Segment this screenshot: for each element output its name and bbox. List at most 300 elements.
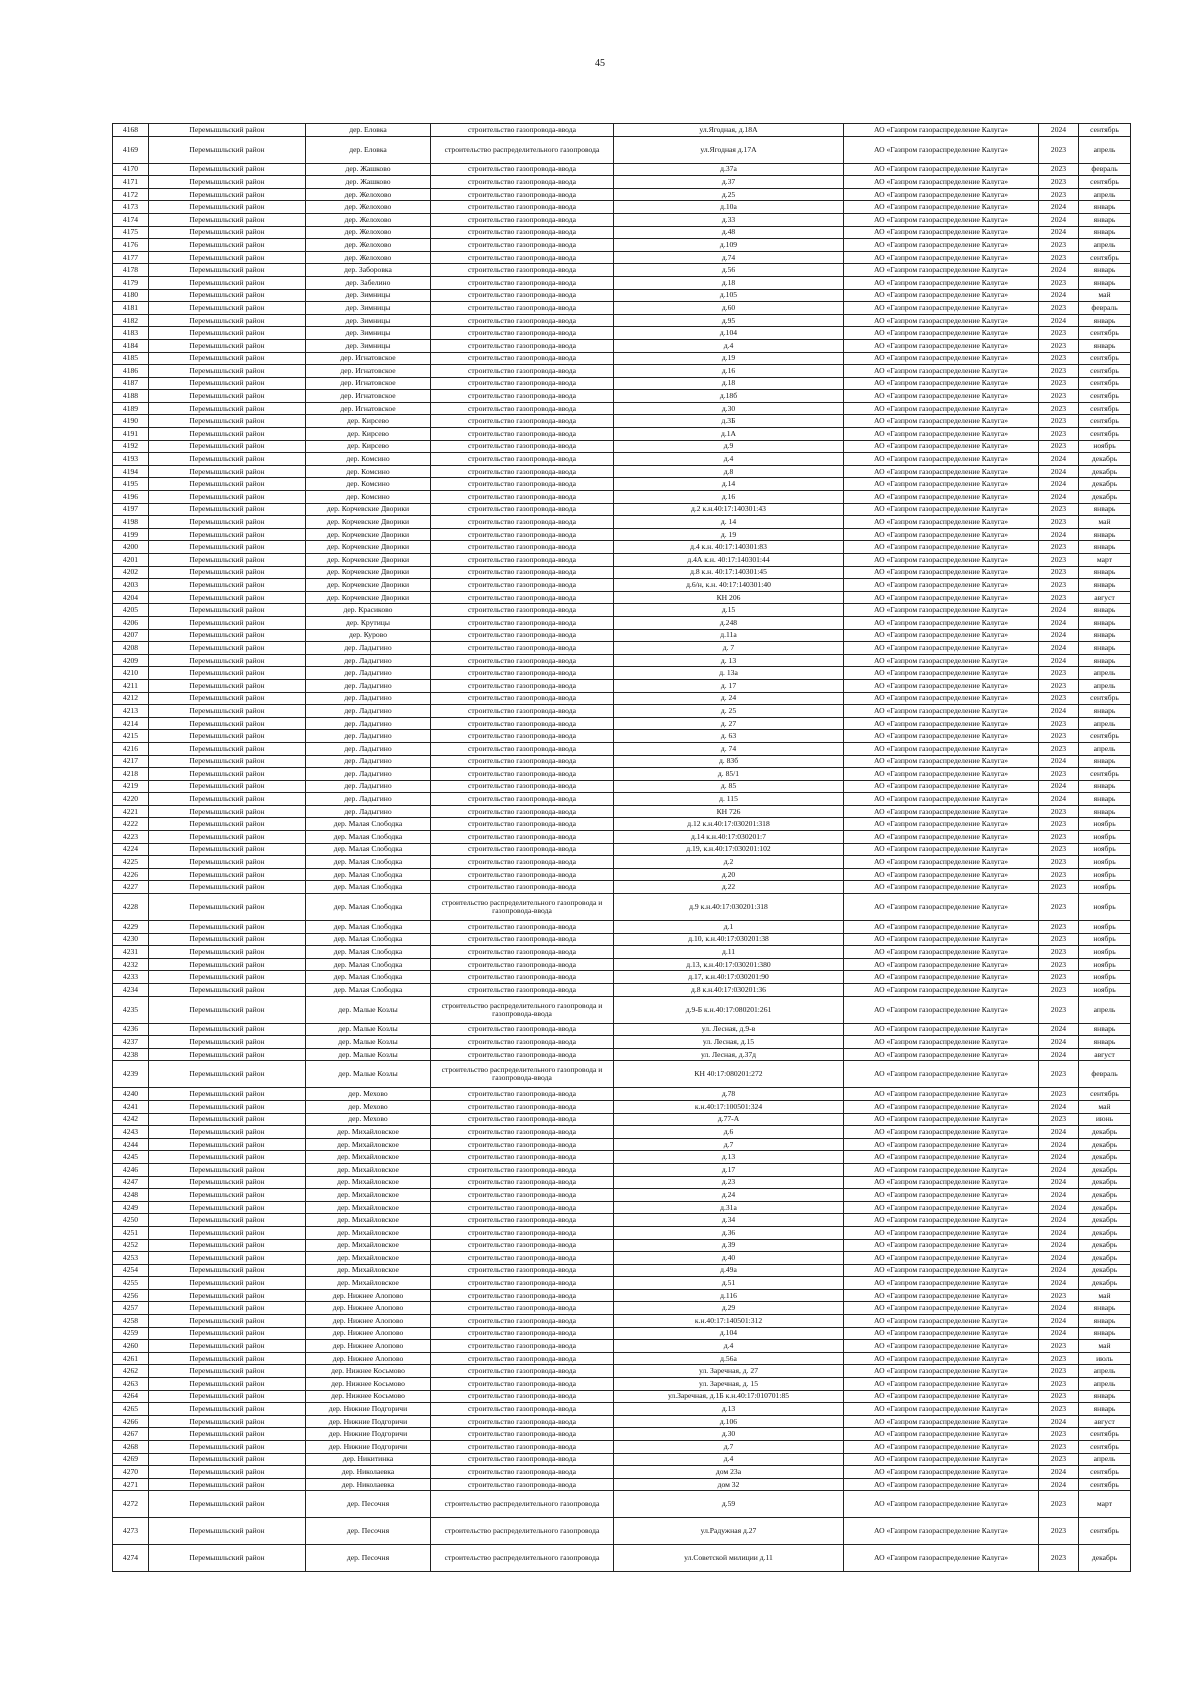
organization-cell: АО «Газпром газораспределение Калуга» bbox=[844, 755, 1039, 768]
village-cell: дер. Михайловское bbox=[306, 1264, 431, 1277]
village-cell: дер. Желохово bbox=[306, 226, 431, 239]
address-cell: д. 24 bbox=[614, 692, 844, 705]
table-row bbox=[113, 491, 1131, 504]
year-cell: 2023 bbox=[1039, 440, 1079, 453]
district-cell: Перемышльский район bbox=[149, 780, 306, 793]
year-cell: 2024 bbox=[1039, 1327, 1079, 1340]
work-type-cell: строительство газопровода-ввода bbox=[431, 1365, 614, 1378]
work-type-cell: строительство газопровода-ввода bbox=[431, 516, 614, 529]
address-cell: дом 32 bbox=[614, 1478, 844, 1491]
month-cell: ноябрь bbox=[1079, 818, 1131, 831]
district-cell: Перемышльский район bbox=[149, 604, 306, 617]
village-cell: дер. Николаевка bbox=[306, 1466, 431, 1479]
year-cell: 2023 bbox=[1039, 1403, 1079, 1416]
district-cell: Перемышльский район bbox=[149, 124, 306, 137]
district-cell: Перемышльский район bbox=[149, 402, 306, 415]
row-number: 4271 bbox=[113, 1478, 149, 1491]
table-row bbox=[113, 1390, 1131, 1403]
organization-cell: АО «Газпром газораспределение Калуга» bbox=[844, 327, 1039, 340]
organization-cell: АО «Газпром газораспределение Калуга» bbox=[844, 730, 1039, 743]
village-cell: дер. Ладыгино bbox=[306, 742, 431, 755]
row-number: 4257 bbox=[113, 1302, 149, 1315]
row-number: 4230 bbox=[113, 933, 149, 946]
organization-cell: АО «Газпром газораспределение Калуга» bbox=[844, 528, 1039, 541]
village-cell: дер. Ладыгино bbox=[306, 654, 431, 667]
organization-cell: АО «Газпром газораспределение Калуга» bbox=[844, 176, 1039, 189]
month-cell: январь bbox=[1079, 755, 1131, 768]
organization-cell: АО «Газпром газораспределение Калуга» bbox=[844, 579, 1039, 592]
row-number: 4262 bbox=[113, 1365, 149, 1378]
year-cell: 2023 bbox=[1039, 881, 1079, 894]
address-cell: д.4А к.н. 40:17:140301:44 bbox=[614, 554, 844, 567]
village-cell: дер. Зимницы bbox=[306, 314, 431, 327]
work-type-cell: строительство газопровода-ввода bbox=[431, 528, 614, 541]
work-type-cell: строительство газопровода-ввода bbox=[431, 314, 614, 327]
address-cell: д.30 bbox=[614, 1428, 844, 1441]
address-cell: д.48 bbox=[614, 226, 844, 239]
organization-cell: АО «Газпром газораспределение Калуга» bbox=[844, 302, 1039, 315]
row-number: 4223 bbox=[113, 831, 149, 844]
address-cell: д.1А bbox=[614, 428, 844, 441]
year-cell: 2023 bbox=[1039, 894, 1079, 921]
year-cell: 2023 bbox=[1039, 1545, 1079, 1572]
year-cell: 2023 bbox=[1039, 163, 1079, 176]
year-cell: 2023 bbox=[1039, 805, 1079, 818]
year-cell: 2023 bbox=[1039, 1289, 1079, 1302]
row-number: 4187 bbox=[113, 377, 149, 390]
work-type-cell: строительство газопровода-ввода bbox=[431, 946, 614, 959]
month-cell: ноябрь bbox=[1079, 843, 1131, 856]
address-cell: дом 23а bbox=[614, 1466, 844, 1479]
year-cell: 2023 bbox=[1039, 1113, 1079, 1126]
address-cell: д.13 bbox=[614, 1151, 844, 1164]
village-cell: дер. Малая Слободка bbox=[306, 881, 431, 894]
table-row bbox=[113, 314, 1131, 327]
village-cell: дер. Корчевские Дворики bbox=[306, 566, 431, 579]
work-type-cell: строительство газопровода-ввода bbox=[431, 428, 614, 441]
village-cell: дер. Мехово bbox=[306, 1088, 431, 1101]
table-row bbox=[113, 1340, 1131, 1353]
month-cell: сентябрь bbox=[1079, 402, 1131, 415]
village-cell: дер. Мехово bbox=[306, 1100, 431, 1113]
district-cell: Перемышльский район bbox=[149, 440, 306, 453]
village-cell: дер. Зимницы bbox=[306, 339, 431, 352]
table-body bbox=[113, 124, 1131, 1572]
village-cell: дер. Нижнее Алопово bbox=[306, 1315, 431, 1328]
village-cell: дер. Желохово bbox=[306, 251, 431, 264]
row-number: 4176 bbox=[113, 239, 149, 252]
work-type-cell: строительство газопровода-ввода bbox=[431, 579, 614, 592]
year-cell: 2023 bbox=[1039, 1378, 1079, 1391]
organization-cell: АО «Газпром газораспределение Калуга» bbox=[844, 251, 1039, 264]
month-cell: февраль bbox=[1079, 163, 1131, 176]
village-cell: дер. Кирсево bbox=[306, 415, 431, 428]
table-row bbox=[113, 1518, 1131, 1545]
row-number: 4183 bbox=[113, 327, 149, 340]
district-cell: Перемышльский район bbox=[149, 428, 306, 441]
row-number: 4259 bbox=[113, 1327, 149, 1340]
month-cell: апрель bbox=[1079, 188, 1131, 201]
table-row bbox=[113, 302, 1131, 315]
work-type-cell: строительство газопровода-ввода bbox=[431, 1151, 614, 1164]
month-cell: ноябрь bbox=[1079, 933, 1131, 946]
row-number: 4246 bbox=[113, 1163, 149, 1176]
district-cell: Перемышльский район bbox=[149, 958, 306, 971]
month-cell: январь bbox=[1079, 642, 1131, 655]
village-cell: дер. Михайловское bbox=[306, 1239, 431, 1252]
work-type-cell: строительство газопровода-ввода bbox=[431, 1264, 614, 1277]
address-cell: д.14 к.н.40:17:030201:7 bbox=[614, 831, 844, 844]
month-cell: декабрь bbox=[1079, 491, 1131, 504]
table-row bbox=[113, 566, 1131, 579]
month-cell: январь bbox=[1079, 1390, 1131, 1403]
district-cell: Перемышльский район bbox=[149, 1289, 306, 1302]
village-cell: дер. Комсино bbox=[306, 453, 431, 466]
year-cell: 2023 bbox=[1039, 1088, 1079, 1101]
address-cell: д.37а bbox=[614, 163, 844, 176]
district-cell: Перемышльский район bbox=[149, 856, 306, 869]
work-type-cell: строительство газопровода-ввода bbox=[431, 365, 614, 378]
year-cell: 2024 bbox=[1039, 1315, 1079, 1328]
address-cell: д.17 bbox=[614, 1163, 844, 1176]
organization-cell: АО «Газпром газораспределение Калуга» bbox=[844, 1441, 1039, 1454]
district-cell: Перемышльский район bbox=[149, 264, 306, 277]
month-cell: сентябрь bbox=[1079, 1428, 1131, 1441]
work-type-cell: строительство газопровода-ввода bbox=[431, 478, 614, 491]
row-number: 4264 bbox=[113, 1390, 149, 1403]
table-row bbox=[113, 377, 1131, 390]
month-cell: май bbox=[1079, 1100, 1131, 1113]
table-row bbox=[113, 679, 1131, 692]
district-cell: Перемышльский район bbox=[149, 1264, 306, 1277]
month-cell: апрель bbox=[1079, 996, 1131, 1023]
organization-cell: АО «Газпром газораспределение Калуга» bbox=[844, 768, 1039, 781]
district-cell: Перемышльский район bbox=[149, 465, 306, 478]
year-cell: 2024 bbox=[1039, 629, 1079, 642]
district-cell: Перемышльский район bbox=[149, 1378, 306, 1391]
organization-cell: АО «Газпром газораспределение Калуга» bbox=[844, 1365, 1039, 1378]
row-number: 4184 bbox=[113, 339, 149, 352]
address-cell: д.16 bbox=[614, 491, 844, 504]
address-cell: д. 19 bbox=[614, 528, 844, 541]
table-row bbox=[113, 554, 1131, 567]
organization-cell: АО «Газпром газораспределение Калуга» bbox=[844, 465, 1039, 478]
district-cell: Перемышльский район bbox=[149, 1478, 306, 1491]
district-cell: Перемышльский район bbox=[149, 717, 306, 730]
table-row bbox=[113, 201, 1131, 214]
village-cell: дер. Нижнее Косьмово bbox=[306, 1365, 431, 1378]
address-cell: к.н.40:17:100501:324 bbox=[614, 1100, 844, 1113]
village-cell: дер. Михайловское bbox=[306, 1151, 431, 1164]
row-number: 4175 bbox=[113, 226, 149, 239]
year-cell: 2023 bbox=[1039, 958, 1079, 971]
address-cell: д.34 bbox=[614, 1214, 844, 1227]
address-cell: д. 85/1 bbox=[614, 768, 844, 781]
organization-cell: АО «Газпром газораспределение Калуга» bbox=[844, 377, 1039, 390]
year-cell: 2023 bbox=[1039, 327, 1079, 340]
organization-cell: АО «Газпром газораспределение Калуга» bbox=[844, 717, 1039, 730]
work-type-cell: строительство газопровода-ввода bbox=[431, 1189, 614, 1202]
district-cell: Перемышльский район bbox=[149, 843, 306, 856]
row-number: 4200 bbox=[113, 541, 149, 554]
district-cell: Перемышльский район bbox=[149, 805, 306, 818]
address-cell: д. 17 bbox=[614, 679, 844, 692]
district-cell: Перемышльский район bbox=[149, 1163, 306, 1176]
organization-cell: АО «Газпром газораспределение Калуга» bbox=[844, 239, 1039, 252]
work-type-cell: строительство газопровода-ввода bbox=[431, 251, 614, 264]
organization-cell: АО «Газпром газораспределение Калуга» bbox=[844, 1491, 1039, 1518]
gas-pipeline-table bbox=[112, 123, 1131, 1572]
table-row bbox=[113, 1163, 1131, 1176]
district-cell: Перемышльский район bbox=[149, 921, 306, 934]
year-cell: 2024 bbox=[1039, 124, 1079, 137]
year-cell: 2023 bbox=[1039, 818, 1079, 831]
table-row bbox=[113, 226, 1131, 239]
village-cell: дер. Михайловское bbox=[306, 1176, 431, 1189]
year-cell: 2023 bbox=[1039, 1390, 1079, 1403]
work-type-cell: строительство газопровода-ввода bbox=[431, 805, 614, 818]
address-cell: д.9 bbox=[614, 440, 844, 453]
district-cell: Перемышльский район bbox=[149, 1315, 306, 1328]
month-cell: ноябрь bbox=[1079, 971, 1131, 984]
district-cell: Перемышльский район bbox=[149, 1061, 306, 1088]
district-cell: Перемышльский район bbox=[149, 996, 306, 1023]
work-type-cell: строительство газопровода-ввода bbox=[431, 163, 614, 176]
address-cell: д.74 bbox=[614, 251, 844, 264]
year-cell: 2023 bbox=[1039, 541, 1079, 554]
month-cell: декабрь bbox=[1079, 453, 1131, 466]
village-cell: дер. Ладыгино bbox=[306, 692, 431, 705]
year-cell: 2024 bbox=[1039, 755, 1079, 768]
organization-cell: АО «Газпром газораспределение Калуга» bbox=[844, 1390, 1039, 1403]
row-number: 4189 bbox=[113, 402, 149, 415]
row-number: 4174 bbox=[113, 213, 149, 226]
table-row bbox=[113, 591, 1131, 604]
month-cell: сентябрь bbox=[1079, 1466, 1131, 1479]
organization-cell: АО «Газпром газораспределение Калуга» bbox=[844, 188, 1039, 201]
work-type-cell: строительство газопровода-ввода bbox=[431, 755, 614, 768]
district-cell: Перемышльский район bbox=[149, 415, 306, 428]
village-cell: дер. Малые Козлы bbox=[306, 1023, 431, 1036]
row-number: 4273 bbox=[113, 1518, 149, 1545]
year-cell: 2024 bbox=[1039, 1176, 1079, 1189]
address-cell: д.8 к.н. 40:17:140301:45 bbox=[614, 566, 844, 579]
year-cell: 2024 bbox=[1039, 289, 1079, 302]
organization-cell: АО «Газпром газораспределение Калуга» bbox=[844, 984, 1039, 997]
table-row bbox=[113, 415, 1131, 428]
district-cell: Перемышльский район bbox=[149, 868, 306, 881]
table-row bbox=[113, 176, 1131, 189]
village-cell: дер. Кирсево bbox=[306, 428, 431, 441]
year-cell: 2024 bbox=[1039, 1264, 1079, 1277]
month-cell: декабрь bbox=[1079, 1201, 1131, 1214]
organization-cell: АО «Газпром газораспределение Калуга» bbox=[844, 1415, 1039, 1428]
month-cell: май bbox=[1079, 516, 1131, 529]
month-cell: январь bbox=[1079, 780, 1131, 793]
month-cell: март bbox=[1079, 1491, 1131, 1518]
organization-cell: АО «Газпром газораспределение Калуга» bbox=[844, 1163, 1039, 1176]
village-cell: дер. Корчевские Дворики bbox=[306, 503, 431, 516]
district-cell: Перемышльский район bbox=[149, 667, 306, 680]
address-cell: д.95 bbox=[614, 314, 844, 327]
row-number: 4193 bbox=[113, 453, 149, 466]
district-cell: Перемышльский район bbox=[149, 1453, 306, 1466]
month-cell: ноябрь bbox=[1079, 856, 1131, 869]
district-cell: Перемышльский район bbox=[149, 1036, 306, 1049]
district-cell: Перемышльский район bbox=[149, 946, 306, 959]
table-row bbox=[113, 843, 1131, 856]
table-row bbox=[113, 755, 1131, 768]
district-cell: Перемышльский район bbox=[149, 390, 306, 403]
address-cell: д. 74 bbox=[614, 742, 844, 755]
address-cell: д.109 bbox=[614, 239, 844, 252]
month-cell: сентябрь bbox=[1079, 176, 1131, 189]
address-cell: д.11а bbox=[614, 629, 844, 642]
month-cell: сентябрь bbox=[1079, 768, 1131, 781]
address-cell: д.56 bbox=[614, 264, 844, 277]
address-cell: д.19, к.н.40:17:030201:102 bbox=[614, 843, 844, 856]
row-number: 4204 bbox=[113, 591, 149, 604]
work-type-cell: строительство газопровода-ввода bbox=[431, 667, 614, 680]
table-row bbox=[113, 503, 1131, 516]
village-cell: дер. Корчевские Дворики bbox=[306, 591, 431, 604]
month-cell: апрель bbox=[1079, 1365, 1131, 1378]
district-cell: Перемышльский район bbox=[149, 276, 306, 289]
work-type-cell: строительство газопровода-ввода bbox=[431, 264, 614, 277]
address-cell: д.30 bbox=[614, 402, 844, 415]
work-type-cell: строительство газопровода-ввода bbox=[431, 1088, 614, 1101]
month-cell: февраль bbox=[1079, 1061, 1131, 1088]
month-cell: январь bbox=[1079, 629, 1131, 642]
organization-cell: АО «Газпром газораспределение Калуга» bbox=[844, 201, 1039, 214]
year-cell: 2023 bbox=[1039, 971, 1079, 984]
row-number: 4206 bbox=[113, 616, 149, 629]
year-cell: 2023 bbox=[1039, 1352, 1079, 1365]
work-type-cell: строительство газопровода-ввода bbox=[431, 1453, 614, 1466]
row-number: 4209 bbox=[113, 654, 149, 667]
month-cell: апрель bbox=[1079, 667, 1131, 680]
year-cell: 2023 bbox=[1039, 566, 1079, 579]
address-cell: д.3Б bbox=[614, 415, 844, 428]
table-row bbox=[113, 1088, 1131, 1101]
village-cell: дер. Нижнее Алопово bbox=[306, 1340, 431, 1353]
district-cell: Перемышльский район bbox=[149, 554, 306, 567]
row-number: 4227 bbox=[113, 881, 149, 894]
row-number: 4258 bbox=[113, 1315, 149, 1328]
address-cell: д.17, к.н.40:17:030201:90 bbox=[614, 971, 844, 984]
row-number: 4234 bbox=[113, 984, 149, 997]
table-row bbox=[113, 251, 1131, 264]
organization-cell: АО «Газпром газораспределение Калуга» bbox=[844, 642, 1039, 655]
work-type-cell: строительство газопровода-ввода bbox=[431, 176, 614, 189]
table-row bbox=[113, 1126, 1131, 1139]
month-cell: декабрь bbox=[1079, 1163, 1131, 1176]
table-row bbox=[113, 327, 1131, 340]
organization-cell: АО «Газпром газораспределение Калуга» bbox=[844, 971, 1039, 984]
year-cell: 2023 bbox=[1039, 1518, 1079, 1545]
village-cell: дер. Зимницы bbox=[306, 327, 431, 340]
district-cell: Перемышльский район bbox=[149, 793, 306, 806]
district-cell: Перемышльский район bbox=[149, 1048, 306, 1061]
year-cell: 2023 bbox=[1039, 428, 1079, 441]
village-cell: дер. Зимницы bbox=[306, 289, 431, 302]
district-cell: Перемышльский район bbox=[149, 654, 306, 667]
row-number: 4241 bbox=[113, 1100, 149, 1113]
month-cell: январь bbox=[1079, 654, 1131, 667]
year-cell: 2024 bbox=[1039, 1252, 1079, 1265]
address-cell: д.31а bbox=[614, 1201, 844, 1214]
address-cell: д.36 bbox=[614, 1226, 844, 1239]
row-number: 4205 bbox=[113, 604, 149, 617]
village-cell: дер. Зимницы bbox=[306, 302, 431, 315]
work-type-cell: строительство газопровода-ввода bbox=[431, 717, 614, 730]
table-row bbox=[113, 894, 1131, 921]
address-cell: д.11 bbox=[614, 946, 844, 959]
address-cell: д.10, к.н.40:17:030201:38 bbox=[614, 933, 844, 946]
address-cell: д.19 bbox=[614, 352, 844, 365]
month-cell: январь bbox=[1079, 705, 1131, 718]
month-cell: январь bbox=[1079, 793, 1131, 806]
organization-cell: АО «Газпром газораспределение Калуга» bbox=[844, 566, 1039, 579]
table-row bbox=[113, 971, 1131, 984]
month-cell: апрель bbox=[1079, 1378, 1131, 1391]
organization-cell: АО «Газпром газораспределение Калуга» bbox=[844, 958, 1039, 971]
village-cell: дер. Ладыгино bbox=[306, 642, 431, 655]
village-cell: дер. Малая Слободка bbox=[306, 818, 431, 831]
organization-cell: АО «Газпром газораспределение Калуга» bbox=[844, 1048, 1039, 1061]
month-cell: апрель bbox=[1079, 136, 1131, 163]
work-type-cell: строительство газопровода-ввода bbox=[431, 1176, 614, 1189]
work-type-cell: строительство газопровода-ввода bbox=[431, 491, 614, 504]
table-row bbox=[113, 453, 1131, 466]
year-cell: 2024 bbox=[1039, 465, 1079, 478]
address-cell: ул. Лесная, д.15 bbox=[614, 1036, 844, 1049]
month-cell: июль bbox=[1079, 1352, 1131, 1365]
district-cell: Перемышльский район bbox=[149, 755, 306, 768]
village-cell: дер. Михайловское bbox=[306, 1226, 431, 1239]
organization-cell: АО «Газпром газораспределение Калуга» bbox=[844, 1126, 1039, 1139]
address-cell: д. 115 bbox=[614, 793, 844, 806]
row-number: 4201 bbox=[113, 554, 149, 567]
address-cell: ул. Заречная, д. 15 bbox=[614, 1378, 844, 1391]
address-cell: д.16 bbox=[614, 365, 844, 378]
month-cell: сентябрь bbox=[1079, 352, 1131, 365]
month-cell: декабрь bbox=[1079, 1239, 1131, 1252]
village-cell: дер. Ладыгино bbox=[306, 793, 431, 806]
month-cell: декабрь bbox=[1079, 1176, 1131, 1189]
row-number: 4248 bbox=[113, 1189, 149, 1202]
village-cell: дер. Нижние Подгоричи bbox=[306, 1403, 431, 1416]
table-row bbox=[113, 818, 1131, 831]
row-number: 4198 bbox=[113, 516, 149, 529]
organization-cell: АО «Газпром газораспределение Калуга» bbox=[844, 1226, 1039, 1239]
month-cell: сентябрь bbox=[1079, 1518, 1131, 1545]
district-cell: Перемышльский район bbox=[149, 1214, 306, 1227]
table-row bbox=[113, 1428, 1131, 1441]
month-cell: декабрь bbox=[1079, 1189, 1131, 1202]
organization-cell: АО «Газпром газораспределение Калуга» bbox=[844, 1113, 1039, 1126]
row-number: 4196 bbox=[113, 491, 149, 504]
work-type-cell: строительство распределительного газопровода bbox=[431, 136, 614, 163]
year-cell: 2024 bbox=[1039, 491, 1079, 504]
table-row bbox=[113, 1415, 1131, 1428]
table-row bbox=[113, 1302, 1131, 1315]
year-cell: 2023 bbox=[1039, 717, 1079, 730]
village-cell: дер. Нижнее Алопово bbox=[306, 1289, 431, 1302]
year-cell: 2024 bbox=[1039, 604, 1079, 617]
village-cell: дер. Малая Слободка bbox=[306, 933, 431, 946]
table-row bbox=[113, 1239, 1131, 1252]
